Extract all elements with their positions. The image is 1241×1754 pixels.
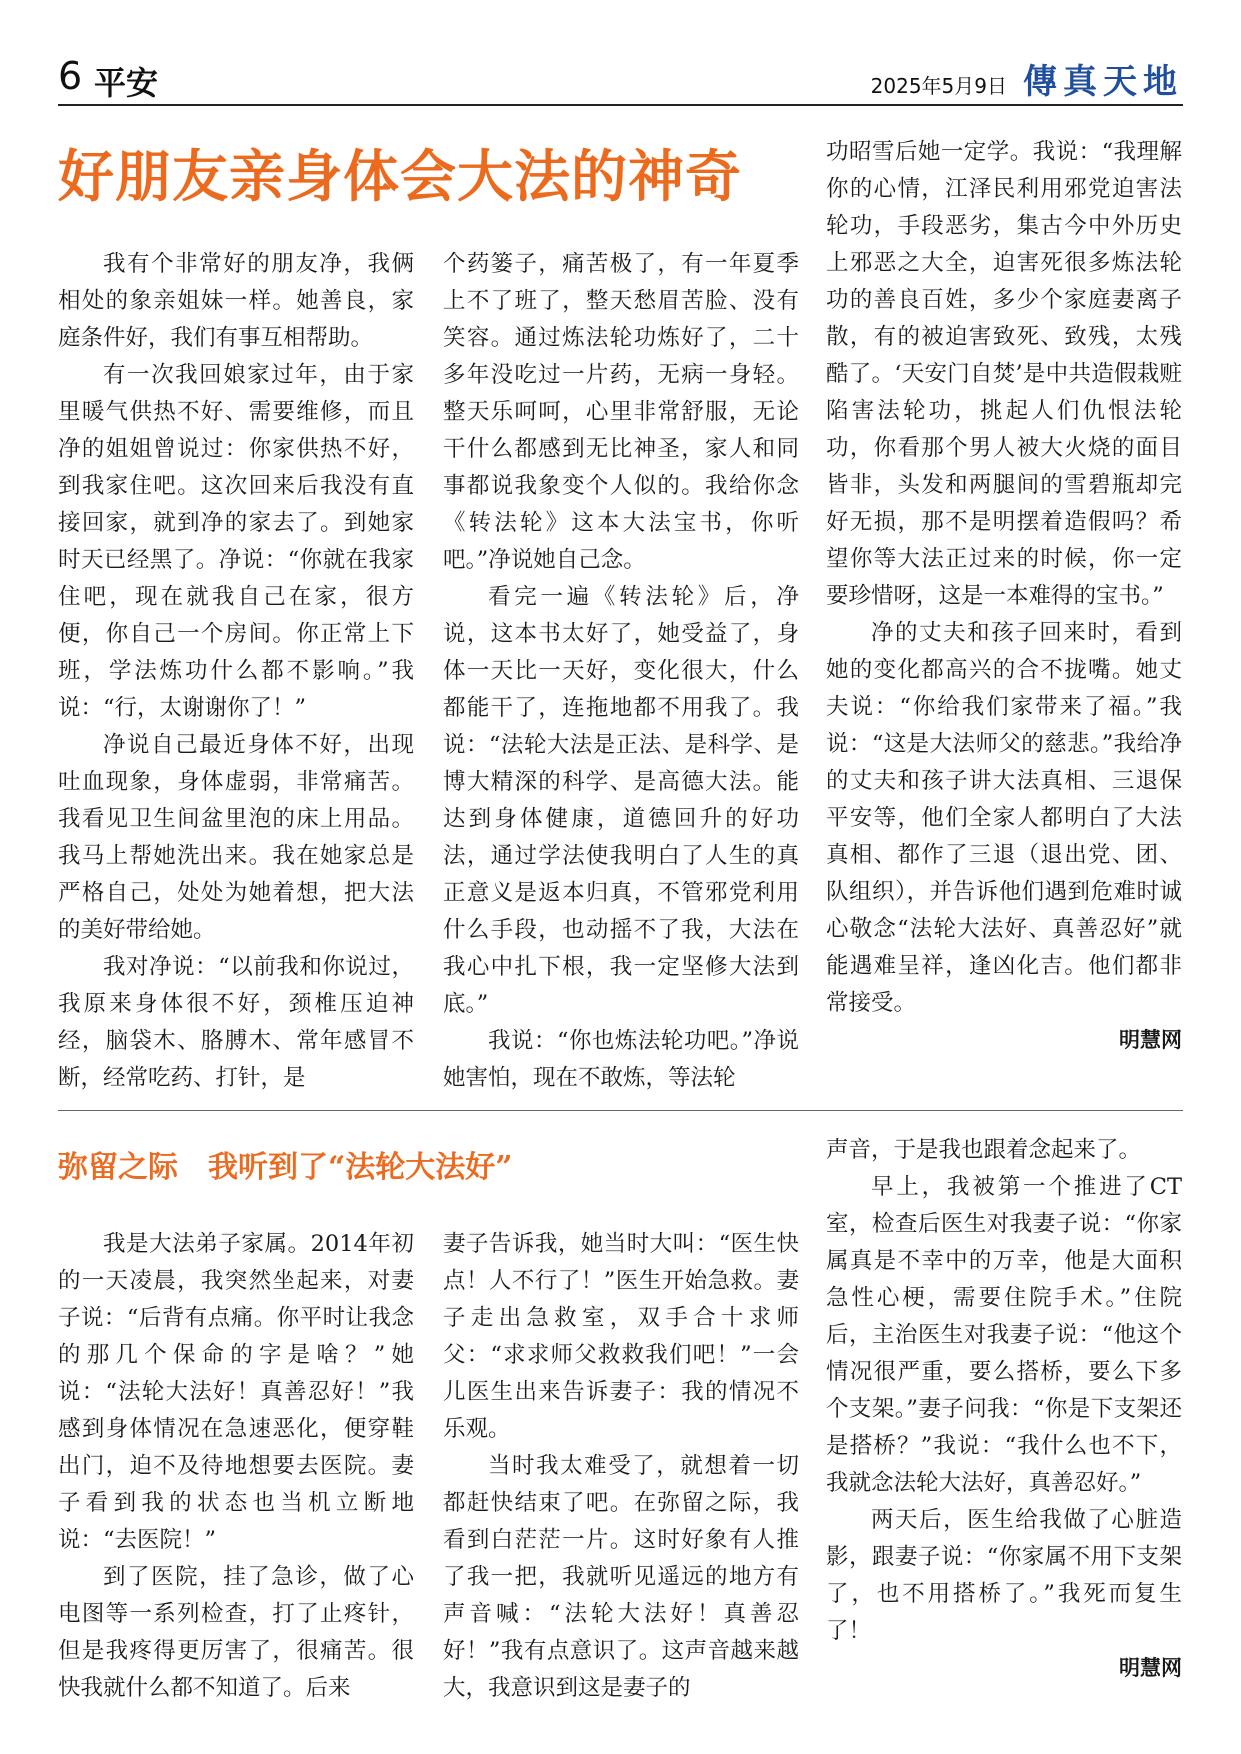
article1-column-2 bbox=[443, 246, 799, 1097]
paragraph: 早上，我被第一个推进了CT室，检查后医生对我妻子说：“你家属真是不幸中的万幸，他是大面积急性心梗，需要住院手术。”住院后，主治医生对我妻子说：“他这个情况很严重，要么搭桥，要么下多个支架。”妻子问我：“你是下支架还是搭桥？”我说：“我什么也不下，我就念法轮大法好，真善忍好。” bbox=[826, 1174, 1182, 1496]
article2-column-2 bbox=[443, 1226, 799, 1707]
article2-column-1 bbox=[58, 1226, 414, 1707]
publication-logo: 傳真天地 bbox=[1023, 62, 1183, 102]
page-number: 6 bbox=[58, 54, 83, 98]
issue-date: 2025年5月9日 bbox=[870, 74, 1007, 98]
page-header bbox=[58, 52, 1183, 100]
paragraph: 看完一遍《转法轮》后，净说，这本书太好了，她受益了，身体一天比一天好，变化很大，什么都能干了，连拖地都不用我了。我说：“法轮大法是正法、是科学、是博大精深的科学、是高德大法。能达到身体健康，道德回升的好功法，通过学法使我明白了人生的真正意义是返本归真，不管邪党利用什么手段，也动摇不了我，大法在我心中扎下根，我一定坚修大法到底。” bbox=[443, 584, 799, 1017]
paragraph: 有一次我回娘家过年，由于家里暖气供热不好、需要维修，而且净的姐姐曾说过：你家供热不好，到我家住吧。这次回来后我没有直接回家，就到净的家去了。到她家时天已经黑了。净说：“你就在我家住吧，现在就我自己在家，很方便，你自己一个房间。你正常上下班，学法炼功什么都不影响。”我说：“行，太谢谢你了！” bbox=[58, 362, 414, 721]
paragraph: 妻子告诉我，她当时大叫：“医生快点！人不行了！”医生开始急救。妻子走出急救室，双手合十求师父：“求求师父救救我们吧！”一会儿医生出来告诉妻子：我的情况不乐观。 bbox=[443, 1231, 799, 1442]
header-rule bbox=[58, 104, 1183, 106]
article2-title: 弥留之际 我听到了“法轮大法好” bbox=[58, 1150, 513, 1185]
section-name: 平安 bbox=[94, 64, 159, 102]
paragraph: 到了医院，挂了急诊，做了心电图等一系列检查，打了止疼针，但是我疼得更厉害了，很痛苦。很快我就什么都不知道了。后来 bbox=[58, 1564, 414, 1701]
paragraph: 我是大法弟子家属。2014年初的一天凌晨，我突然坐起来，对妻子说：“后背有点痛。你平时让我念的那几个保命的字是啥？”她说：“法轮大法好！真善忍好！”我感到身体情况在急速恶化，便穿鞋出门，迫不及待地想要去医院。妻子看到我的状态也当机立断地说：“去医院！” bbox=[58, 1231, 414, 1553]
paragraph: 个药篓子，痛苦极了，有一年夏季上不了班了，整天愁眉苦脸、没有笑容。通过炼法轮功炼好了，二十多年没吃过一片药，无病一身轻。整天乐呵呵，心里非常舒服，无论干什么都感到无比神圣，家人和同事都说我象变个人似的。我给你念《转法轮》这本大法宝书，你听吧。”净说她自己念。 bbox=[443, 251, 799, 573]
paragraph: 两天后，医生给我做了心脏造影，跟妻子说：“你家属不用下支架了，也不用搭桥了。”我死而复生了！ bbox=[826, 1507, 1182, 1644]
article2-source-credit: 明慧网 bbox=[1119, 1656, 1182, 1680]
article1-title: 好朋友亲身体会大法的神奇 bbox=[58, 144, 742, 210]
paragraph: 当时我太难受了，就想着一切都赶快结束了吧。在弥留之际，我看到白茫茫一片。这时好象有人推了我一把，我就听见遥远的地方有声音喊：“法轮大法好！真善忍好！”我有点意识了。这声音越来越大，我意识到这是妻子的 bbox=[443, 1453, 799, 1701]
article1-source-credit: 明慧网 bbox=[1119, 1028, 1182, 1052]
article1-column-1 bbox=[58, 246, 414, 1097]
paragraph: 我有个非常好的朋友净，我俩相处的象亲姐妹一样。她善良，家庭条件好，我们有事互相帮助。 bbox=[58, 251, 414, 351]
paragraph: 功昭雪后她一定学。我说：“我理解你的心情，江泽民利用邪党迫害法轮功，手段恶劣，集古今中外历史上邪恶之大全，迫害死很多炼法轮功的善良百姓，多少个家庭妻离子散，有的被迫害致死、致残，太残酷了。‘天安门自焚’是中共造假栽赃陷害法轮功，挑起人们仇恨法轮功，你看那个男人被大火烧的面目皆非，头发和两腿间的雪碧瓶却完好无损，那不是明摆着造假吗？希望你等大法正过来的时候，你一定要珍惜呀，这是一本难得的宝书。” bbox=[826, 139, 1182, 609]
article-divider bbox=[58, 1110, 1183, 1111]
paragraph: 声音，于是我也跟着念起来了。 bbox=[826, 1137, 1142, 1163]
paragraph: 我对净说：“以前我和你说过，我原来身体很不好，颈椎压迫神经，脑袋木、胳膊木、常年感冒不断，经常吃药、打针，是 bbox=[58, 954, 414, 1091]
paragraph: 净的丈夫和孩子回来时，看到她的变化都高兴的合不拢嘴。她丈夫说：“你给我们家带来了福。”我说：“这是大法师父的慈悲。”我给净的丈夫和孩子讲大法真相、三退保平安等，他们全家人都明白了大法真相、都作了三退（退出党、团、队组织），并告诉他们遇到危难时诚心敬念“法轮大法好、真善忍好”就能遇难呈祥，逢凶化吉。他们都非常接受。 bbox=[826, 620, 1182, 1016]
paragraph: 我说：“你也炼法轮功吧。”净说她害怕，现在不敢炼，等法轮 bbox=[443, 1028, 799, 1091]
article1-column-3 bbox=[826, 134, 1182, 1059]
article2-column-3 bbox=[826, 1132, 1182, 1687]
paragraph: 净说自己最近身体不好，出现吐血现象，身体虚弱，非常痛苦。我看见卫生间盆里泡的床上用品。我马上帮她洗出来。我在她家总是严格自己，处处为她着想，把大法的美好带给她。 bbox=[58, 732, 414, 943]
